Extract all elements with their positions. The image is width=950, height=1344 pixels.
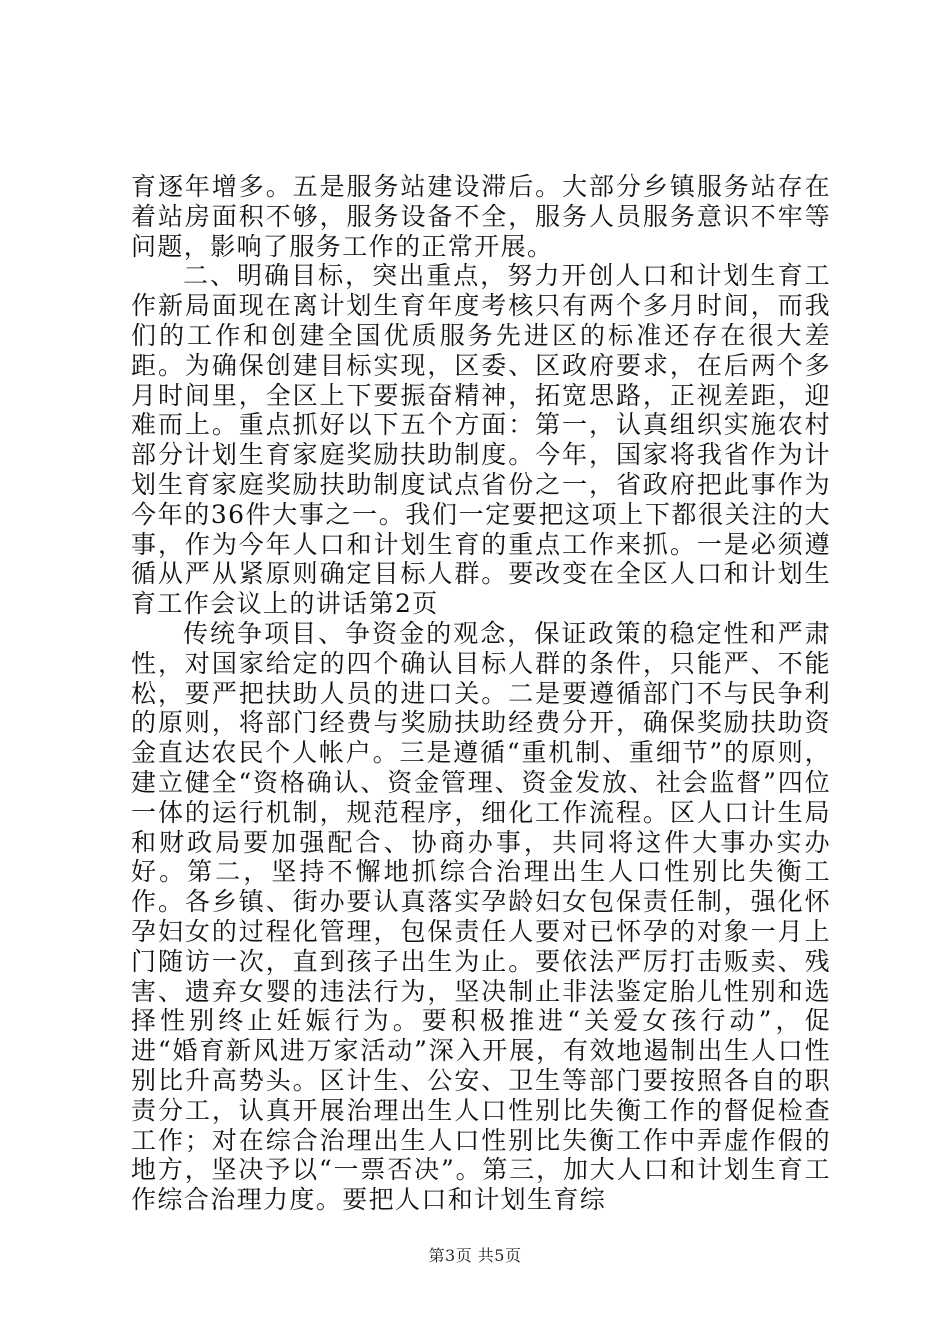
paragraph-measures: 传统争项目、争资金的观念，保证政策的稳定性和严肃性，对国家给定的四个确认目标人群的条件，只能严、不能松，要严把扶助人员的进口关。二是要遵循部门不与民争利的原则，将部门经费与奖励扶助经费分开，确保奖励扶助资金直达农民个人帐户。三是遵循“重机制、重细节”的原则，建立健全“资格确认、资金管理、资金发放、社会监督”四位一体的运行机制，规范程序，细化工作流程。区人口计生局和财政局要加强配合、协商办事，共同将这件大事办实办好。第二，坚持不懈地抓综合治理出生人口性别比失衡工作。各乡镇、街办要认真落实孕龄妇女包保责任制，强化怀孕妇女的过程化管理，包保责任人要对已怀孕的对象一月上门随访一次，直到孩子出生为止。要依法严厉打击贩卖、残害、遗弃女婴的违法行为，坚决制止非法鉴定胎儿性别和选择性别终止妊娠行为。要积极推进“关爱女孩行动”，促进“婚育新风进万家活动”深入开展，有效地遏制出生人口性别比升高势头。区计生、公安、卫生等部门要按照各自的职责分工，认真开展治理出生人口性别比失衡工作的督促检查工作；对在综合治理出生人口性别比失衡工作中弄虚作假的地方，坚决予以“一票否决”。第三，加大人口和计划生育工作综合治理力度。要把人口和计划生育综 bbox=[131, 618, 831, 1215]
paragraph-section-two: 二、明确目标，突出重点，努力开创人口和计划生育工作新局面现在离计划生育年度考核只有两个多月时间，而我们的工作和创建全国优质服务先进区的标准还存在很大差距。为确保创建目标实现，区委、区政府要求，在后两个多月时间里，全区上下要振奋精神，拓宽思路，正视差距，迎难而上。重点抓好以下五个方面：第一，认真组织实施农村部分计划生育家庭奖励扶助制度。今年，国家将我省作为计划生育家庭奖励扶助制度试点省份之一，省政府把此事作为今年的36件大事之一。我们一定要把这项上下都很关注的大事，作为今年人口和计划生育的重点工作来抓。一是必须遵循从严从紧原则确定目标人群。要改变在全区人口和计划生育工作会议上的讲话第2页 bbox=[131, 261, 831, 619]
page-footer: 第3页 共5页 bbox=[428, 1246, 522, 1265]
paragraph-continuation: 育逐年增多。五是服务站建设滞后。大部分乡镇服务站存在着站房面积不够，服务设备不全，服务人员服务意识不牢等问题，影响了服务工作的正常开展。 bbox=[131, 172, 831, 261]
document-body bbox=[131, 172, 831, 1215]
